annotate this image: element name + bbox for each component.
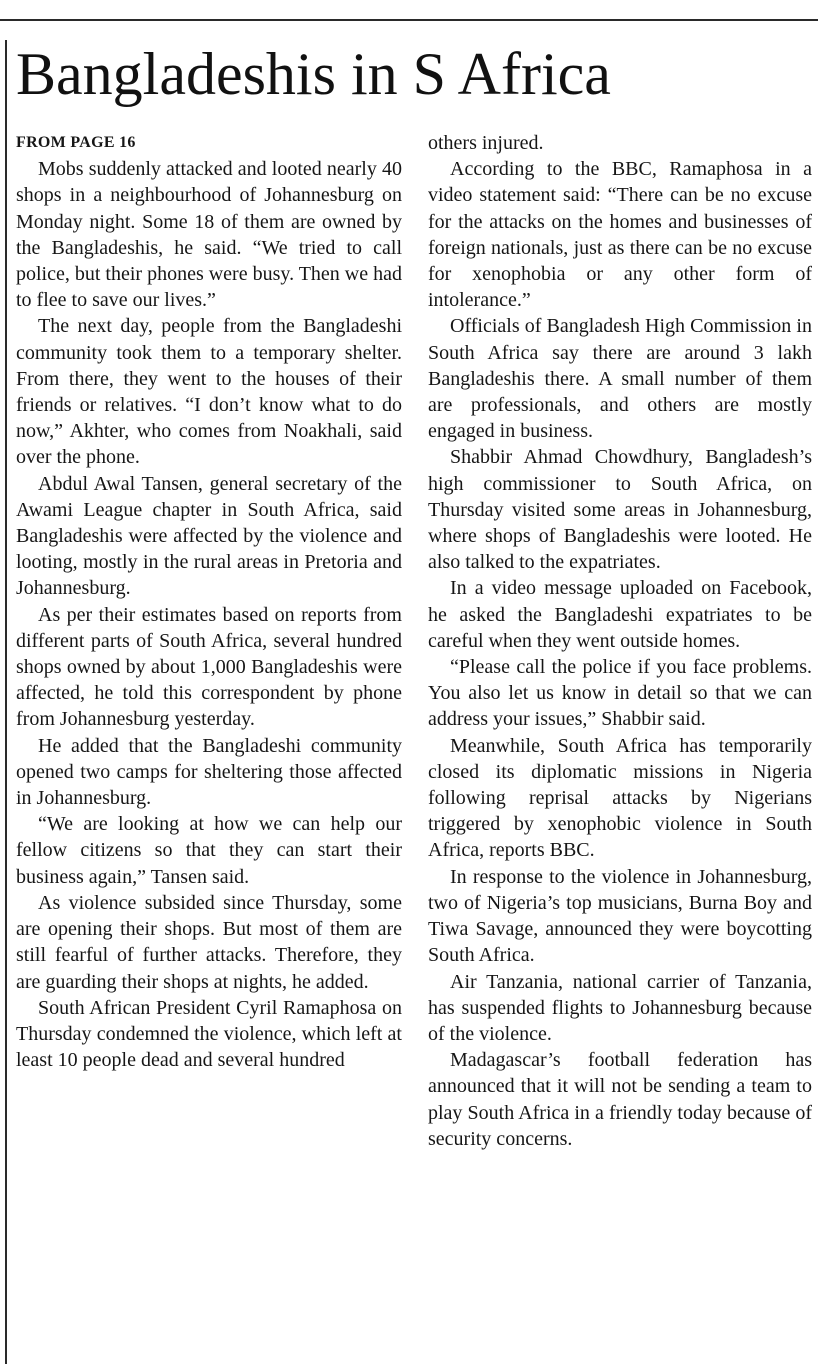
left-column bbox=[16, 130, 402, 1355]
paragraph: “Please call the police if you face problems. You also let us know in detail so that we can address your issues,” Shabbir said. bbox=[428, 656, 812, 731]
paragraph-continuation: others injured. bbox=[428, 132, 544, 154]
paragraph: Air Tanzania, national carrier of Tanzania, has suspended flights to Johannesburg because of the violence. bbox=[428, 970, 812, 1045]
top-rule bbox=[0, 19, 818, 21]
paragraph: He added that the Bangladeshi community opened two camps for sheltering those affected in Johannesburg. bbox=[16, 734, 402, 810]
paragraph: South African President Cyril Ramaphosa on Thursday condemned the violence, which left at least 10 people dead and several hundred bbox=[16, 996, 402, 1072]
paragraph: Shabbir Ahmad Chowdhury, Bangladesh’s high commissioner to South Africa, on Thursday visited some areas in Johannesburg, where shops of Bangladeshis were looted. He also talked to the expatriates. bbox=[428, 446, 812, 574]
paragraph: Meanwhile, South Africa has temporarily closed its diplomatic missions in Nigeria following reprisal attacks by Nigerians triggered by xenophobic violence in South Africa, reports BBC. bbox=[428, 734, 812, 862]
kicker: FROM PAGE 16 bbox=[16, 134, 136, 151]
left-column-rule bbox=[5, 40, 7, 1364]
paragraph: As violence subsided since Thursday, some are opening their shops. But most of them are still fearful of further attacks. Therefore, they are guarding their shops at nights, he added. bbox=[16, 891, 402, 993]
right-column bbox=[428, 130, 812, 1355]
paragraph: “We are looking at how we can help our fellow citizens so that they can start their business again,” Tansen said. bbox=[16, 813, 402, 888]
headline: Bangladeshis in S Africa bbox=[16, 41, 611, 107]
paragraph: According to the BBC, Ramaphosa in a video statement said: “There can be no excuse for the attacks on the homes and businesses of foreign nationals, just as there can be no excuse for xenophobia or any other form of intolerance.” bbox=[428, 158, 812, 312]
paragraph: As per their estimates based on reports from different parts of South Africa, several hundred shops owned by about 1,000 Bangladeshis were affected, he told this correspondent by phone from Johannesburg yesterday. bbox=[16, 603, 402, 731]
paragraph: Abdul Awal Tansen, general secretary of the Awami League chapter in South Africa, said Bangladeshis were affected by the violence and looting, mostly in the rural areas in Pretoria and Johannesburg. bbox=[16, 472, 402, 600]
paragraph: Mobs suddenly attacked and looted nearly 40 shops in a neighbourhood of Johannesburg on Monday night. Some 18 of them are owned by the Bangladeshis, he said. “We tried to call police, but their phones were busy. Then we had to flee to save our lives.” bbox=[16, 158, 402, 312]
paragraph: Officials of Bangladesh High Commission in South Africa say there are around 3 lakh Bangladeshis there. A small number of them are professionals, and others are mostly engaged in business. bbox=[428, 315, 812, 443]
paragraph: The next day, people from the Bangladeshi community took them to a temporary shelter. From there, they went to the houses of their friends or relatives. “I don’t know what to do now,” Akhter, who comes from Noakhali, said over the phone. bbox=[16, 315, 402, 469]
paragraph: Madagascar’s football federation has announced that it will not be sending a team to play South Africa in a friendly today because of security concerns. bbox=[428, 1049, 812, 1150]
paragraph: In response to the violence in Johannesburg, two of Nigeria’s top musicians, Burna Boy and Tiwa Savage, announced they were boycotting South Africa. bbox=[428, 865, 812, 967]
paragraph: In a video message uploaded on Facebook, he asked the Bangladeshi expatriates to be careful when they went outside homes. bbox=[428, 577, 812, 652]
